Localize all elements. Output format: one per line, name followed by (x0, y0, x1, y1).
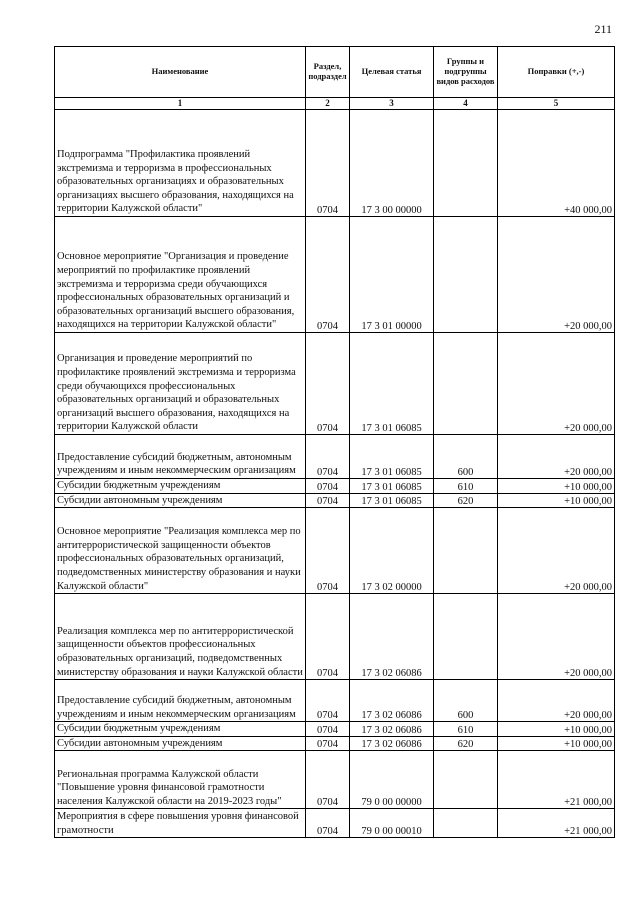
row-amount: +20 000,00 (498, 435, 615, 479)
row-target: 17 3 02 00000 (350, 508, 434, 594)
header-name: Наименование (55, 47, 306, 98)
row-section: 0704 (306, 722, 350, 737)
row-target: 17 3 02 06086 (350, 722, 434, 737)
row-group (434, 809, 498, 838)
row-section: 0704 (306, 493, 350, 508)
row-amount: +20 000,00 (498, 333, 615, 435)
row-target: 17 3 01 06085 (350, 333, 434, 435)
table-row (55, 217, 615, 333)
table-row (55, 493, 615, 508)
table-row (55, 809, 615, 838)
row-target: 17 3 02 06086 (350, 736, 434, 751)
row-section: 0704 (306, 479, 350, 494)
row-target: 17 3 01 06085 (350, 435, 434, 479)
row-section: 0704 (306, 217, 350, 333)
row-target: 79 0 00 00010 (350, 809, 434, 838)
row-target: 17 3 01 06085 (350, 493, 434, 508)
table-row (55, 435, 615, 479)
row-section: 0704 (306, 680, 350, 722)
row-name: Реализация комплекса мер по антитеррористической защищенности объектов профессиональных образовательных организаций, подведомственных министерству образования и науки Калужской области (55, 594, 306, 680)
row-group: 610 (434, 479, 498, 494)
row-section: 0704 (306, 110, 350, 217)
row-name: Предоставление субсидий бюджетным, автономным учреждениям и иным некоммерческим организациям (55, 435, 306, 479)
row-group: 600 (434, 435, 498, 479)
row-group: 620 (434, 493, 498, 508)
row-amount: +20 000,00 (498, 594, 615, 680)
table-row (55, 680, 615, 722)
row-name: Основное мероприятие "Организация и проведение мероприятий по профилактике проявлений экстремизма и терроризма среди обучающихся профессиональных образовательных организаций и образовательных организаций высшего образования, находящихся на территории Калужской области" (55, 217, 306, 333)
row-group (434, 751, 498, 809)
table-row (55, 508, 615, 594)
row-target: 17 3 01 00000 (350, 217, 434, 333)
row-amount: +20 000,00 (498, 508, 615, 594)
row-amount: +21 000,00 (498, 751, 615, 809)
row-group: 610 (434, 722, 498, 737)
row-group (434, 594, 498, 680)
table-row (55, 333, 615, 435)
row-target: 17 3 02 06086 (350, 680, 434, 722)
column-number: 3 (350, 98, 434, 110)
row-section: 0704 (306, 508, 350, 594)
column-number-row (55, 98, 615, 110)
row-amount: +21 000,00 (498, 809, 615, 838)
row-target: 17 3 02 06086 (350, 594, 434, 680)
table-row (55, 722, 615, 737)
table-row (55, 594, 615, 680)
row-target: 17 3 01 06085 (350, 479, 434, 494)
row-group (434, 333, 498, 435)
row-target: 17 3 00 00000 (350, 110, 434, 217)
column-number: 2 (306, 98, 350, 110)
header-group: Группы и подгруппы видов расходов (434, 47, 498, 98)
budget-amendments-table (54, 46, 615, 838)
row-group: 620 (434, 736, 498, 751)
row-name: Субсидии бюджетным учреждениям (55, 479, 306, 494)
row-section: 0704 (306, 594, 350, 680)
row-section: 0704 (306, 751, 350, 809)
row-section: 0704 (306, 333, 350, 435)
row-section: 0704 (306, 435, 350, 479)
row-amount: +40 000,00 (498, 110, 615, 217)
row-group (434, 217, 498, 333)
table-row (55, 110, 615, 217)
column-number: 5 (498, 98, 615, 110)
header-target: Целевая статья (350, 47, 434, 98)
header-amount: Поправки (+,-) (498, 47, 615, 98)
table-row (55, 751, 615, 809)
row-name: Подпрограмма "Профилактика проявлений экстремизма и терроризма в профессиональных образовательных организациях и образовательных организациях высшего образования, находящихся на территории Калужской области" (55, 110, 306, 217)
row-name: Мероприятия в сфере повышения уровня финансовой грамотности (55, 809, 306, 838)
column-number: 4 (434, 98, 498, 110)
row-amount: +10 000,00 (498, 722, 615, 737)
row-name: Субсидии автономным учреждениям (55, 736, 306, 751)
table-row (55, 479, 615, 494)
row-amount: +10 000,00 (498, 479, 615, 494)
row-group: 600 (434, 680, 498, 722)
column-number: 1 (55, 98, 306, 110)
table-row (55, 736, 615, 751)
row-name: Основное мероприятие "Реализация комплекса мер по антитеррористической защищенности объектов профессиональных образовательных организаций, подведомственных министерству образования и науки Калужской области" (55, 508, 306, 594)
row-section: 0704 (306, 809, 350, 838)
row-amount: +20 000,00 (498, 217, 615, 333)
row-name: Организация и проведение мероприятий по профилактике проявлений экстремизма и терроризма среди обучающихся профессиональных образовательных организаций и образовательных организаций высшего образования, находящихся на территории Калужской области (55, 333, 306, 435)
header-section: Раздел, подраздел (306, 47, 350, 98)
row-name: Предоставление субсидий бюджетным, автономным учреждениям и иным некоммерческим организациям (55, 680, 306, 722)
row-amount: +20 000,00 (498, 680, 615, 722)
row-section: 0704 (306, 736, 350, 751)
row-name: Региональная программа Калужской области "Повышение уровня финансовой грамотности населения Калужской области на 2019-2023 годы" (55, 751, 306, 809)
page-number: 211 (594, 22, 612, 36)
row-name: Субсидии автономным учреждениям (55, 493, 306, 508)
row-amount: +10 000,00 (498, 736, 615, 751)
row-group (434, 110, 498, 217)
row-group (434, 508, 498, 594)
row-amount: +10 000,00 (498, 493, 615, 508)
row-target: 79 0 00 00000 (350, 751, 434, 809)
table-header-row (55, 47, 615, 98)
row-name: Субсидии бюджетным учреждениям (55, 722, 306, 737)
